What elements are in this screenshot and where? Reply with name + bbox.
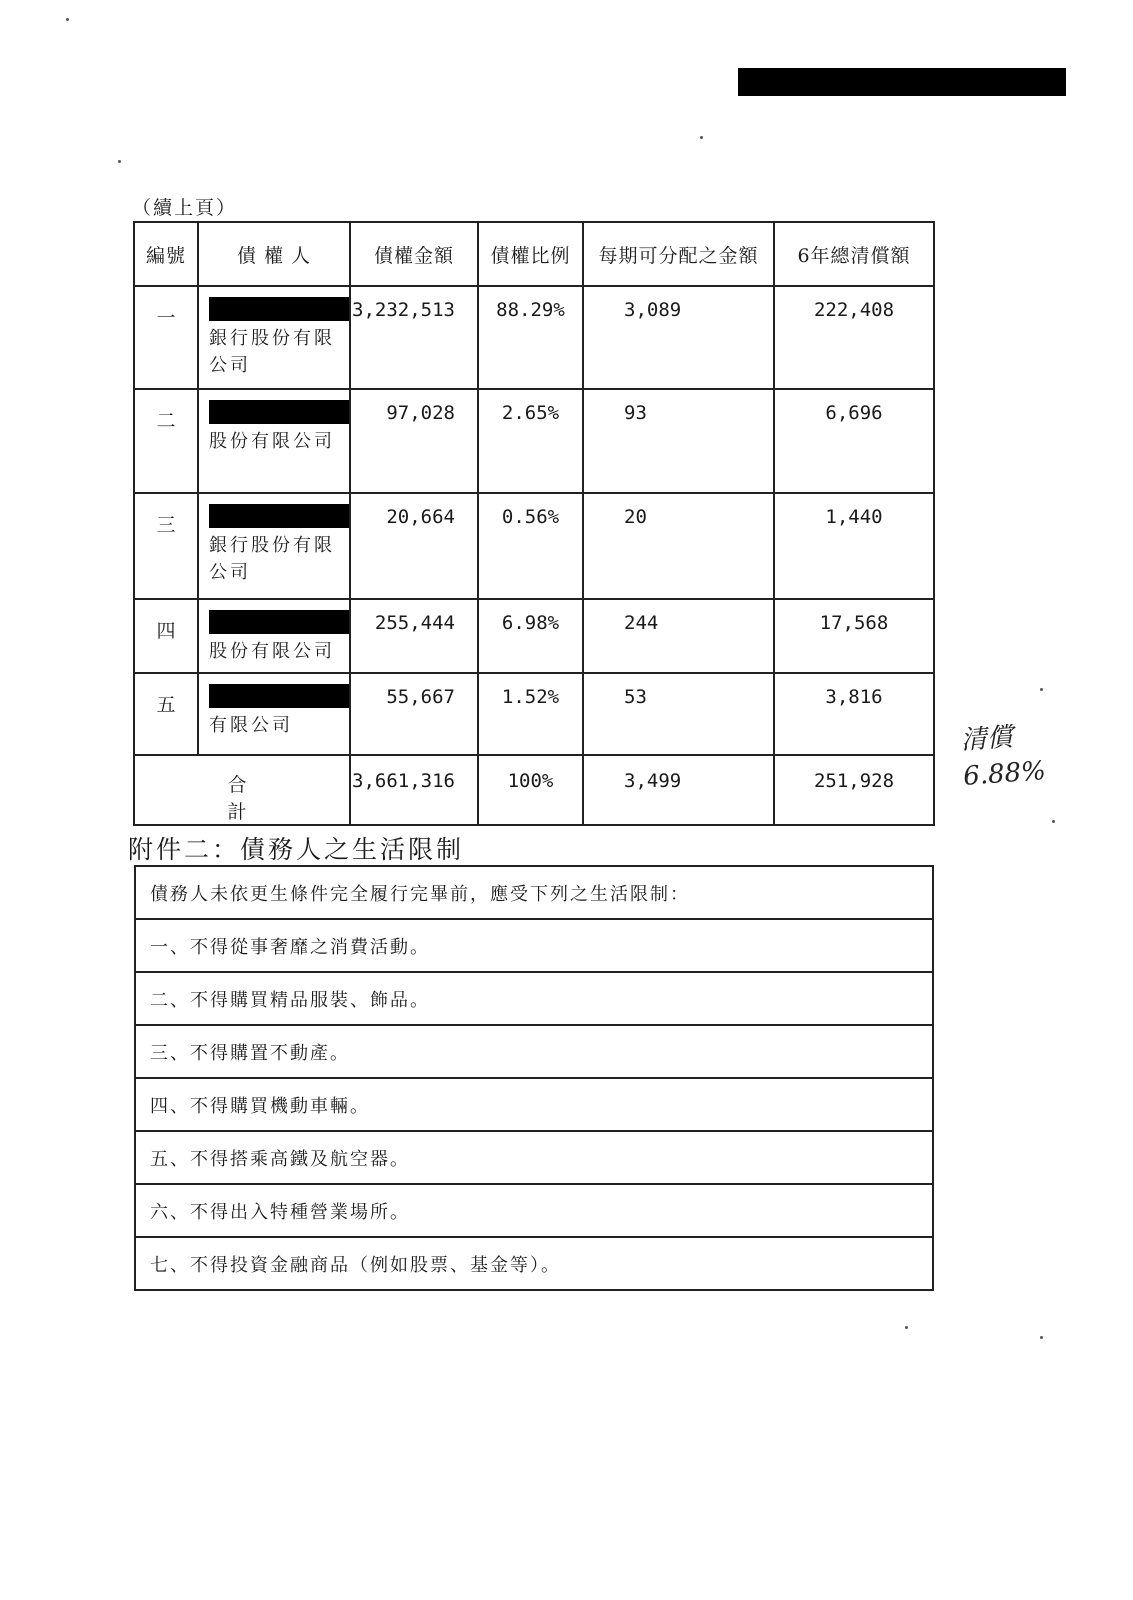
continued-label: （續上頁） xyxy=(132,197,238,219)
row-no: 三 xyxy=(134,493,198,599)
creditor-table xyxy=(133,221,935,826)
annex-title: 附件二：債務人之生活限制 xyxy=(128,835,465,864)
handwritten-note xyxy=(960,717,1047,795)
scan-speck xyxy=(1040,1336,1043,1339)
creditor-name-suffix: 股份有限公司 xyxy=(209,641,335,662)
table-row xyxy=(135,919,933,972)
scan-speck xyxy=(66,18,69,21)
total-label: 合 計 xyxy=(134,755,350,825)
scan-speck xyxy=(700,136,703,139)
header-total-6yr: 6年總清償額 xyxy=(774,222,934,286)
creditor-name-cell xyxy=(198,286,350,389)
table-row xyxy=(135,1025,933,1078)
creditor-name-cell xyxy=(198,493,350,599)
header-per-period: 每期可分配之金額 xyxy=(583,222,774,286)
total-6yr-cell: 222,408 xyxy=(774,286,934,389)
creditor-name-cell xyxy=(198,599,350,673)
table-row xyxy=(135,1237,933,1290)
total-6yr-cell: 17,568 xyxy=(774,599,934,673)
redaction-bar xyxy=(209,684,349,708)
restriction-item: 一、不得從事奢靡之消費活動。 xyxy=(135,919,933,972)
restriction-item: 二、不得購買精品服裝、飾品。 xyxy=(135,972,933,1025)
table-row xyxy=(135,866,933,919)
restriction-item: 七、不得投資金融商品（例如股票、基金等）。 xyxy=(135,1237,933,1290)
total-6yr-cell: 6,696 xyxy=(774,389,934,493)
handwritten-note-line1: 清償 xyxy=(959,722,1014,756)
table-row xyxy=(134,286,934,389)
creditor-name-suffix: 有限公司 xyxy=(209,715,293,736)
per-period-cell: 20 xyxy=(583,493,774,599)
redaction-bar xyxy=(209,504,349,528)
creditor-name-suffix: 股份有限公司 xyxy=(209,431,335,452)
creditor-name-suffix: 銀行股份有限公司 xyxy=(209,535,335,583)
table-row xyxy=(134,493,934,599)
restriction-item: 六、不得出入特種營業場所。 xyxy=(135,1184,933,1237)
amount-cell: 20,664 xyxy=(350,493,478,599)
table-row xyxy=(134,673,934,755)
scan-speck xyxy=(1052,820,1055,823)
table-row xyxy=(135,1131,933,1184)
table-row xyxy=(134,599,934,673)
header-amount: 債權金額 xyxy=(350,222,478,286)
ratio-cell: 88.29% xyxy=(478,286,583,389)
per-period-cell: 3,089 xyxy=(583,286,774,389)
restriction-item: 五、不得搭乘高鐵及航空器。 xyxy=(135,1131,933,1184)
amount-cell: 55,667 xyxy=(350,673,478,755)
restriction-item: 三、不得購置不動產。 xyxy=(135,1025,933,1078)
row-no: 四 xyxy=(134,599,198,673)
header-no: 編號 xyxy=(134,222,198,286)
table-row xyxy=(134,389,934,493)
total-row xyxy=(134,755,934,825)
per-period-cell: 53 xyxy=(583,673,774,755)
total-6yr-cell: 3,816 xyxy=(774,673,934,755)
scan-speck xyxy=(118,160,121,163)
restriction-item: 四、不得購買機動車輛。 xyxy=(135,1078,933,1131)
ratio-cell: 6.98% xyxy=(478,599,583,673)
table-row xyxy=(135,1184,933,1237)
amount-cell: 255,444 xyxy=(350,599,478,673)
redaction-bar xyxy=(738,68,1066,96)
per-period-cell: 93 xyxy=(583,389,774,493)
table-row xyxy=(135,972,933,1025)
redaction-bar xyxy=(209,610,349,634)
redaction-bar xyxy=(209,400,349,424)
handwritten-note-line2: 6.88% xyxy=(962,756,1047,792)
row-no: 一 xyxy=(134,286,198,389)
creditor-name-suffix: 銀行股份有限公司 xyxy=(209,328,335,376)
table-row xyxy=(135,1078,933,1131)
ratio-cell: 2.65% xyxy=(478,389,583,493)
creditor-name-cell xyxy=(198,673,350,755)
row-no: 二 xyxy=(134,389,198,493)
scan-speck xyxy=(1040,688,1043,691)
total-ratio: 100% xyxy=(478,755,583,825)
amount-cell: 97,028 xyxy=(350,389,478,493)
living-restrictions-table xyxy=(134,865,934,1291)
row-no: 五 xyxy=(134,673,198,755)
header-ratio: 債權比例 xyxy=(478,222,583,286)
total-6yr: 251,928 xyxy=(774,755,934,825)
ratio-cell: 1.52% xyxy=(478,673,583,755)
per-period-cell: 244 xyxy=(583,599,774,673)
scan-speck xyxy=(905,1326,908,1329)
ratio-cell: 0.56% xyxy=(478,493,583,599)
table-header-row xyxy=(134,222,934,286)
total-amount: 3,661,316 xyxy=(350,755,478,825)
amount-cell: 3,232,513 xyxy=(350,286,478,389)
total-6yr-cell: 1,440 xyxy=(774,493,934,599)
header-creditor: 債 權 人 xyxy=(198,222,350,286)
total-per-period: 3,499 xyxy=(583,755,774,825)
redaction-bar xyxy=(209,297,349,321)
creditor-name-cell xyxy=(198,389,350,493)
restriction-intro: 債務人未依更生條件完全履行完畢前，應受下列之生活限制： xyxy=(135,866,933,919)
